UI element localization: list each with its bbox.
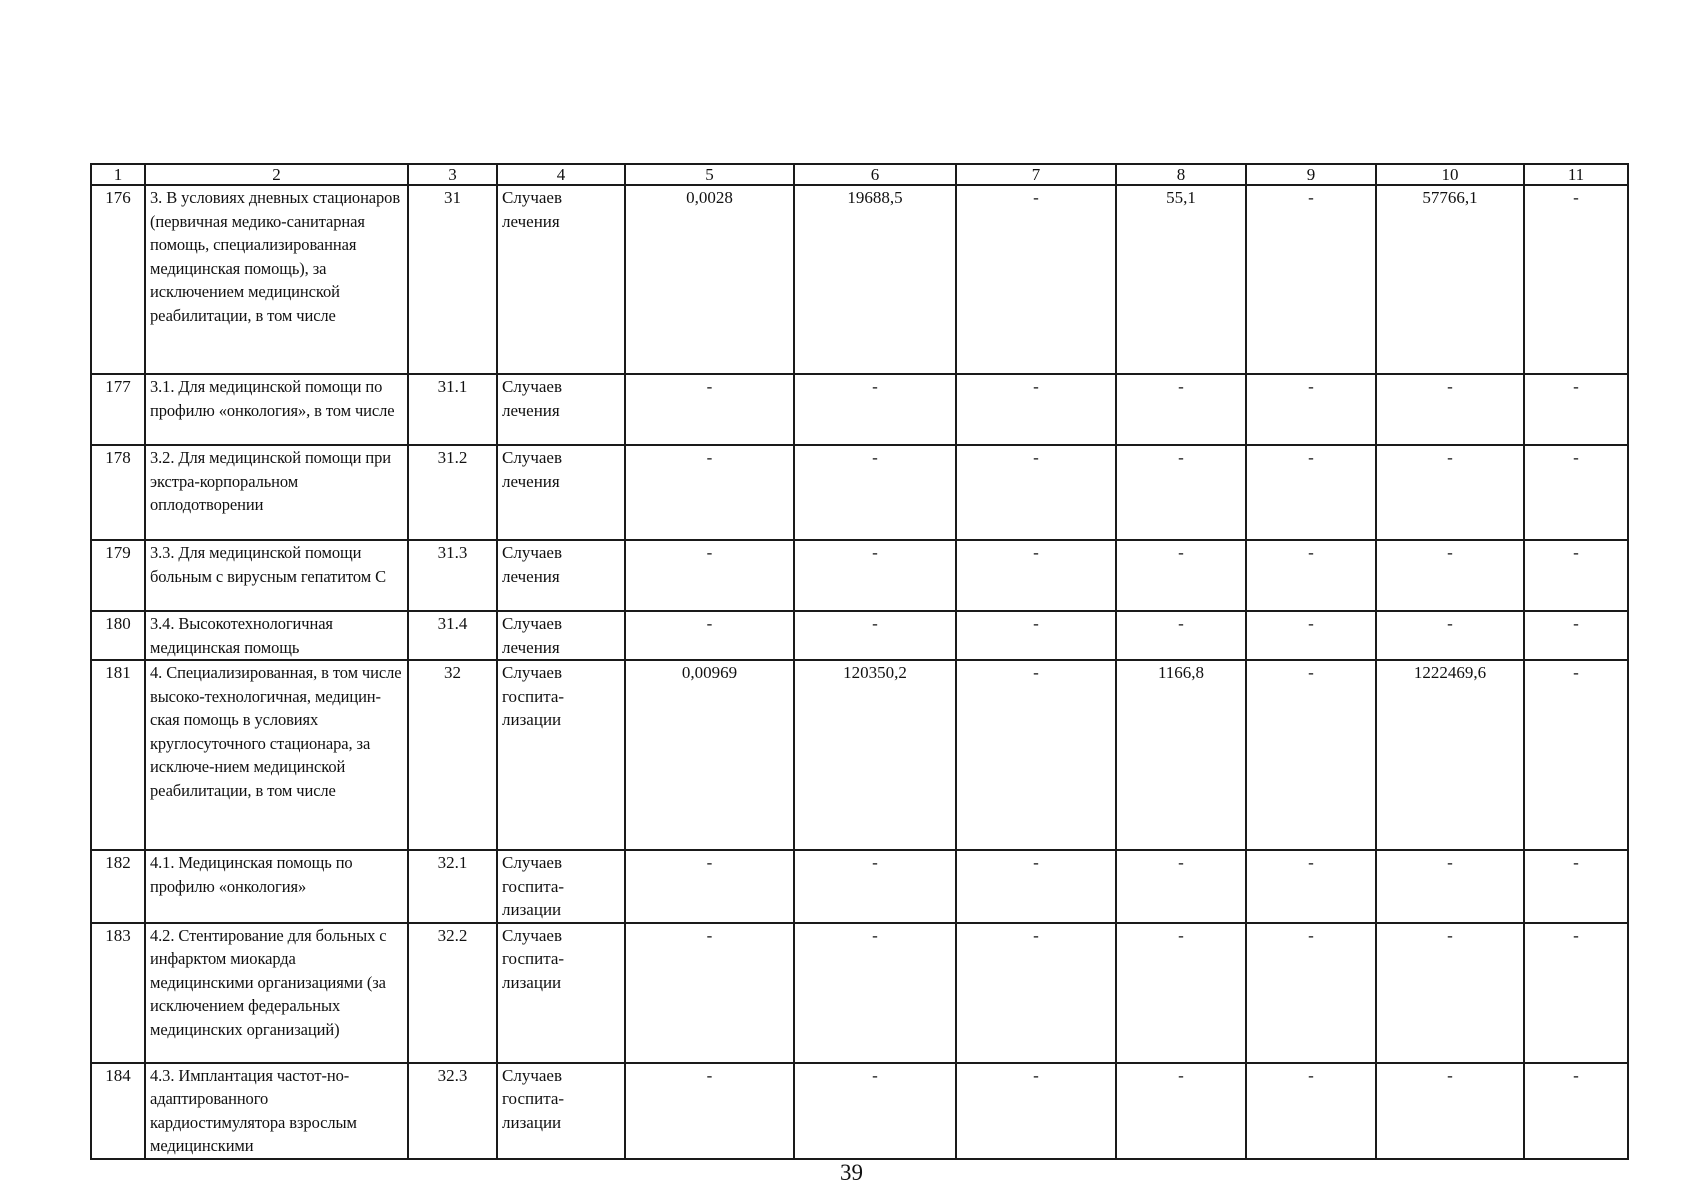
row-name: 4.2. Стентирование для больных с инфарктом миокарда медицинскими организациями (за исключением федеральных медицинских организаций) [145,923,408,1063]
row-number: 178 [91,445,145,540]
row-name: 4.1. Медицинская помощь по профилю «онкология» [145,850,408,923]
cell-col-5: 0,0028 [625,185,794,374]
cell-col-9: - [1246,611,1376,660]
cell-col-7: - [956,540,1116,611]
cell-col-10: - [1376,923,1524,1063]
row-number: 176 [91,185,145,374]
cell-col-8: - [1116,374,1246,445]
row-number: 177 [91,374,145,445]
cell-col-5: - [625,923,794,1063]
cell-col-9: - [1246,660,1376,850]
cell-col-7: - [956,185,1116,374]
column-header: 3 [408,164,497,185]
row-number: 184 [91,1063,145,1159]
column-header: 7 [956,164,1116,185]
cell-col-9: - [1246,850,1376,923]
cell-col-10: 1222469,6 [1376,660,1524,850]
cell-col-11: - [1524,611,1628,660]
cell-col-9: - [1246,185,1376,374]
cell-col-8: - [1116,540,1246,611]
column-header: 5 [625,164,794,185]
row-unit: Случаев госпита-лизации [497,923,625,1063]
column-header: 10 [1376,164,1524,185]
cell-col-6: - [794,611,956,660]
cell-col-8: - [1116,445,1246,540]
cell-col-11: - [1524,540,1628,611]
cell-col-5: - [625,445,794,540]
cell-col-7: - [956,374,1116,445]
table-row [91,660,1628,850]
row-number: 183 [91,923,145,1063]
cell-col-6: - [794,445,956,540]
cell-col-8: - [1116,850,1246,923]
cell-col-11: - [1524,374,1628,445]
column-header: 4 [497,164,625,185]
page-number: 39 [840,1160,863,1185]
row-code: 31.1 [408,374,497,445]
cell-col-6: - [794,374,956,445]
table-row [91,611,1628,660]
row-number: 179 [91,540,145,611]
cell-col-11: - [1524,850,1628,923]
row-number: 181 [91,660,145,850]
cell-col-7: - [956,1063,1116,1159]
cell-col-9: - [1246,923,1376,1063]
column-header: 6 [794,164,956,185]
cell-col-7: - [956,660,1116,850]
cell-col-10: - [1376,850,1524,923]
cell-col-6: - [794,1063,956,1159]
row-name: 3.2. Для медицинской помощи при экстра-корпоральном оплодотворении [145,445,408,540]
row-name: 3.3. Для медицинской помощи больным с вирусным гепатитом С [145,540,408,611]
column-header: 9 [1246,164,1376,185]
cell-col-11: - [1524,445,1628,540]
cell-col-8: - [1116,611,1246,660]
row-number: 182 [91,850,145,923]
table-row [91,540,1628,611]
cell-col-6: - [794,850,956,923]
row-unit: Случаев лечения [497,374,625,445]
cell-col-5: - [625,374,794,445]
cell-col-10: - [1376,374,1524,445]
row-code: 32.3 [408,1063,497,1159]
cell-col-5: - [625,540,794,611]
cell-col-9: - [1246,1063,1376,1159]
table-row [91,1063,1628,1159]
cell-col-7: - [956,923,1116,1063]
row-unit: Случаев лечения [497,611,625,660]
header-row [91,164,1628,185]
column-header: 2 [145,164,408,185]
cell-col-6: 120350,2 [794,660,956,850]
row-code: 32 [408,660,497,850]
row-unit: Случаев госпита-лизации [497,850,625,923]
row-unit: Случаев лечения [497,540,625,611]
row-unit: Случаев госпита-лизации [497,660,625,850]
cell-col-9: - [1246,374,1376,445]
column-header: 1 [91,164,145,185]
row-name: 3. В условиях дневных стационаров (первичная медико-санитарная помощь, специализированная медицинская помощь), за исключением медицинской реабилитации, в том числе [145,185,408,374]
document-table [90,163,1629,1160]
cell-col-9: - [1246,445,1376,540]
row-code: 32.2 [408,923,497,1063]
cell-col-8: - [1116,923,1246,1063]
cell-col-11: - [1524,660,1628,850]
cell-col-10: 57766,1 [1376,185,1524,374]
row-unit: Случаев лечения [497,185,625,374]
cell-col-6: - [794,540,956,611]
cell-col-10: - [1376,540,1524,611]
row-name: 3.1. Для медицинской помощи по профилю «онкология», в том числе [145,374,408,445]
cell-col-11: - [1524,185,1628,374]
row-name: 3.4. Высокотехнологичная медицинская помощь [145,611,408,660]
row-code: 31.2 [408,445,497,540]
cell-col-11: - [1524,1063,1628,1159]
row-unit: Случаев госпита-лизации [497,1063,625,1159]
cell-col-7: - [956,850,1116,923]
table-row [91,445,1628,540]
table-row [91,850,1628,923]
cell-col-7: - [956,611,1116,660]
cell-col-5: 0,00969 [625,660,794,850]
cell-col-10: - [1376,611,1524,660]
row-code: 31.4 [408,611,497,660]
cell-col-10: - [1376,445,1524,540]
row-name: 4. Специализированная, в том числе высоко-технологичная, медицин-ская помощь в условиях круглосуточного стационара, за исключе-нием медицинской реабилитации, в том числе [145,660,408,850]
cell-col-6: - [794,923,956,1063]
cell-col-7: - [956,445,1116,540]
table-row [91,374,1628,445]
row-number: 180 [91,611,145,660]
row-name: 4.3. Имплантация частот-но-адаптированного кардиостимулятора взрослым медицинскими [145,1063,408,1159]
cell-col-11: - [1524,923,1628,1063]
cell-col-6: 19688,5 [794,185,956,374]
table-row [91,923,1628,1063]
cell-col-9: - [1246,540,1376,611]
cell-col-8: - [1116,1063,1246,1159]
row-code: 31.3 [408,540,497,611]
row-code: 31 [408,185,497,374]
table-row [91,185,1628,374]
row-unit: Случаев лечения [497,445,625,540]
cell-col-5: - [625,850,794,923]
column-header: 8 [1116,164,1246,185]
cell-col-5: - [625,1063,794,1159]
column-header: 11 [1524,164,1628,185]
cell-col-8: 55,1 [1116,185,1246,374]
row-code: 32.1 [408,850,497,923]
cell-col-5: - [625,611,794,660]
cell-col-10: - [1376,1063,1524,1159]
cell-col-8: 1166,8 [1116,660,1246,850]
